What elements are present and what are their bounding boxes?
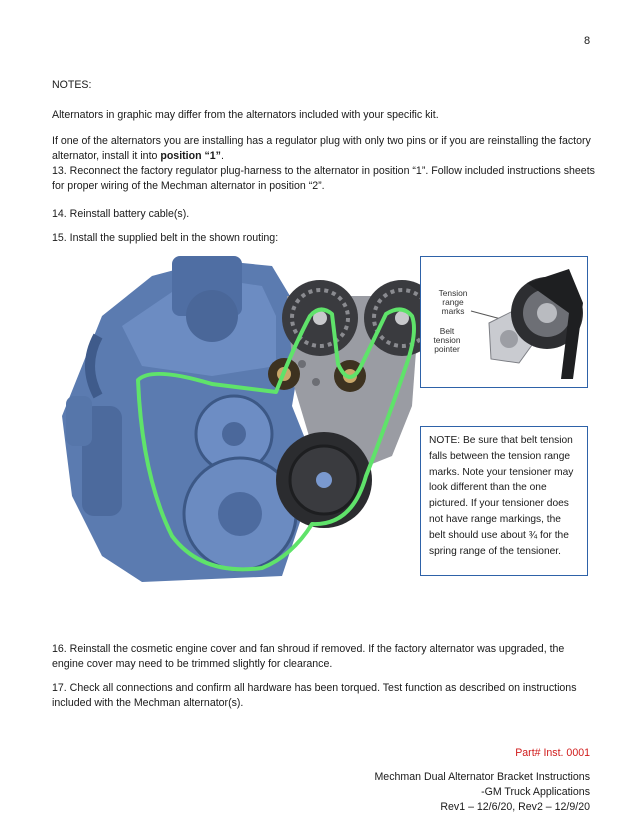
tensioner-closeup-image — [469, 263, 587, 383]
regulator-plug-text: If one of the alternators you are installing has a regulator plug with only two pins or if you are reinstalling the factory alternator, install it into — [52, 135, 591, 163]
position-1-emphasis: position “1” — [160, 150, 221, 163]
alternator-1 — [282, 280, 358, 356]
tension-note-box: NOTE: Be sure that belt tension falls between the tension range marks. Note your tensioner may look different than the one pictured. If your tensioner does not have range markings, the belt should use about ¾ for the spring range of the tensioner. — [420, 426, 588, 576]
tensioner-inset — [420, 256, 588, 388]
notes-heading: NOTES: — [52, 79, 92, 91]
step-16: 16. Reinstall the cosmetic engine cover and fan shroud if removed. If the factory alternator was upgraded, the engine cover may need to be trimmed slightly for clearance. — [52, 643, 565, 671]
regulator-plug-note — [52, 134, 597, 165]
tension-range-marks-label: Tension range marks — [438, 288, 468, 316]
document-subtitle: -GM Truck Applications — [481, 786, 590, 798]
step-17: 17. Check all connections and confirm all hardware has been torqued. Test function as described on instructions included with the Mechman alternator(s). — [52, 682, 577, 710]
belt-tension-pointer-label: Belt tension pointer — [433, 326, 461, 354]
part-number: Part# Inst. 0001 — [515, 747, 590, 759]
tensioner-pulley — [276, 432, 372, 528]
revision-line: Rev1 – 12/6/20, Rev2 – 12/9/20 — [440, 801, 590, 813]
step-13: 13. Reconnect the factory regulator plug-harness to the alternator in position “1”. Follow included instructions sheets for proper wiring of the Mechman alternator in position “2”. — [52, 165, 595, 193]
page-number: 8 — [584, 35, 591, 47]
step-15: 15. Install the supplied belt in the shown routing: — [52, 232, 279, 244]
regulator-plug-end: . — [220, 150, 224, 163]
alternator-disclaimer: Alternators in graphic may differ from the alternators included with your specific kit. — [52, 109, 439, 121]
document-title: Mechman Dual Alternator Bracket Instructions — [374, 771, 590, 783]
step-14: 14. Reinstall battery cable(s). — [52, 208, 190, 220]
